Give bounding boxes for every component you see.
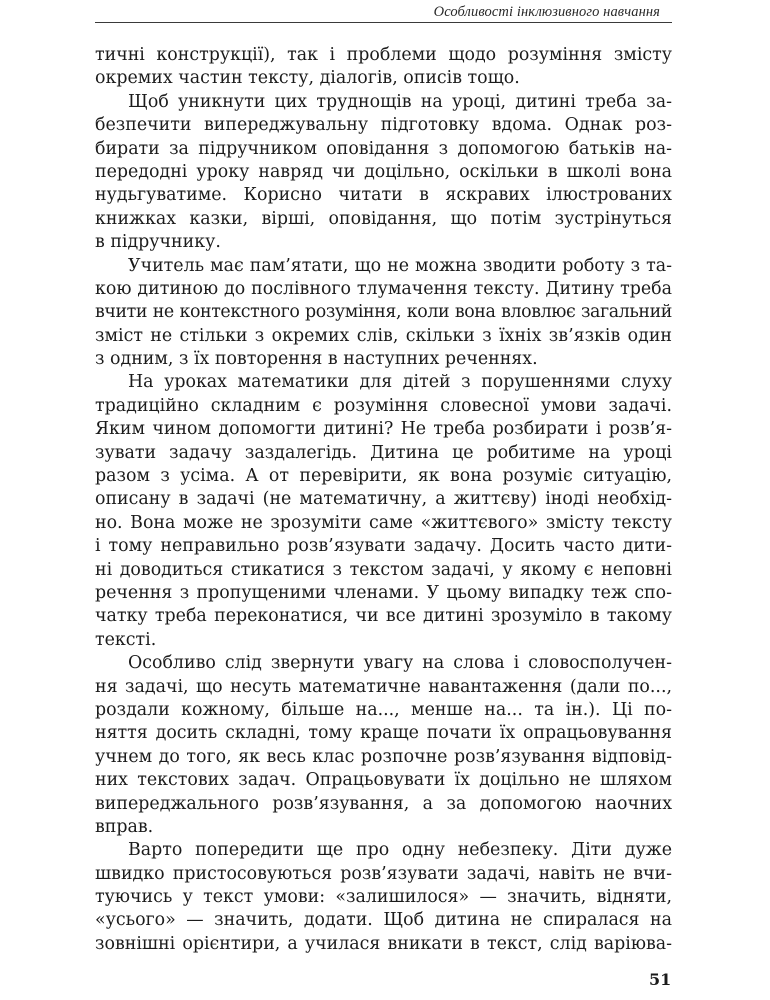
text-line: вправ. <box>95 816 154 837</box>
text-line: тексті. <box>95 629 157 650</box>
text-line: безпечити випереджувальну підготовку вдома. Однак роз- <box>95 115 672 136</box>
paragraph <box>95 371 672 652</box>
text-line: швидко пристосовуються розв’язувати задачі, навіть не вчи- <box>95 863 672 884</box>
text-line: в підручнику. <box>95 232 221 253</box>
text-line: вчити не контекстного розуміння, коли вона вловлює загальний <box>95 302 672 323</box>
text-line: зувати задачу заздалегідь. Дитина це робитиме на уроці <box>95 442 672 463</box>
paragraph <box>95 44 672 91</box>
text-line: тичні конструкції), так і проблеми щодо розуміння змісту <box>95 45 672 65</box>
text-line: книжках казки, вірші, оповідання, що потім зустрінуться <box>95 208 672 229</box>
text-line: традиційно складним є розуміння словесної умови задачі. <box>95 395 672 416</box>
paragraph <box>95 839 672 956</box>
text-line: них текстових задач. Опрацьовувати їх доцільно не шляхом <box>95 770 672 791</box>
text-line: ня задачі, що несуть математичне навантаження (дали по..., <box>95 676 672 697</box>
text-line: роздали кожному, більше на..., менше на... та ін.). Ці по- <box>95 699 672 720</box>
text-line: Варто попередити ще про одну небезпеку. Діти дуже <box>128 840 672 861</box>
text-line: зовнішні орієнтири, а училася вникати в текст, слід варіюва- <box>95 933 672 954</box>
text-line: «усього» — значить, додати. Щоб дитина не спиралася на <box>95 910 672 931</box>
text-line: з одним, з їх повторення в наступних реченнях. <box>95 349 538 370</box>
page-number: 51 <box>649 970 672 989</box>
text-line: ні доводиться стикатися з текстом задачі, у якому є неповні <box>95 559 672 580</box>
text-line: Яким чином допомогти дитині? Не треба розбирати і розв’я- <box>95 419 672 440</box>
text-line: разом з усіма. А от перевірити, як вона розуміє ситуацію, <box>95 466 672 487</box>
text-line: няття досить складні, тому краще почати їх опрацьовування <box>95 723 672 744</box>
text-line: зміст не стільки з окремих слів, скільки з їхніх зв’язків один <box>95 325 672 346</box>
paragraph <box>95 255 672 372</box>
text-line: речення з пропущеними членами. У цьому випадку теж спо- <box>95 582 672 603</box>
text-line: чатку треба переконатися, чи все дитині зрозуміло в такому <box>95 606 672 627</box>
text-line: описану в задачі (не математичну, а життєву) іноді необхід- <box>95 489 672 510</box>
text-line: Особливо слід звернути увагу на слова і словосполучен- <box>128 653 672 674</box>
running-header <box>95 0 672 23</box>
text-line: передодні уроку навряд чи доцільно, оскільки в школі вона <box>95 161 672 182</box>
text-line: і тому неправильно розв’язувати задачу. Досить часто дити- <box>95 536 672 557</box>
text-line: нудьгуватиме. Корисно читати в яскравих ілюстрованих <box>95 185 672 206</box>
text-line: окремих частин тексту, діалогів, описів тощо. <box>95 68 520 89</box>
text-line: но. Вона може не зрозуміти саме «життєвого» змісту тексту <box>95 512 672 533</box>
paragraph <box>95 91 672 255</box>
text-line: Щоб уникнути цих труднощів на уроці, дитині треба за- <box>128 91 672 112</box>
text-line: учнем до того, як весь клас розпочне розв’язування відповід- <box>95 746 672 767</box>
paragraph <box>95 652 672 839</box>
text-line: бирати за підручником оповідання з допомогою батьків на- <box>95 138 672 159</box>
header-rule <box>95 22 672 23</box>
text-line: випереджального розв’язування, а за допомогою наочних <box>95 793 672 814</box>
page-body <box>95 44 672 956</box>
running-header-title: Особливості інклюзивного навчання <box>433 4 660 20</box>
text-line: На уроках математики для дітей з порушеннями слуху <box>128 372 672 393</box>
text-line: кою дитиною до послівного тлумачення тексту. Дитину треба <box>95 278 672 299</box>
text-line: Учитель має пам’ятати, що не можна зводити роботу з та- <box>128 255 672 276</box>
text-line: туючись у текст умови: «залишилося» — значить, відняти, <box>95 887 672 908</box>
